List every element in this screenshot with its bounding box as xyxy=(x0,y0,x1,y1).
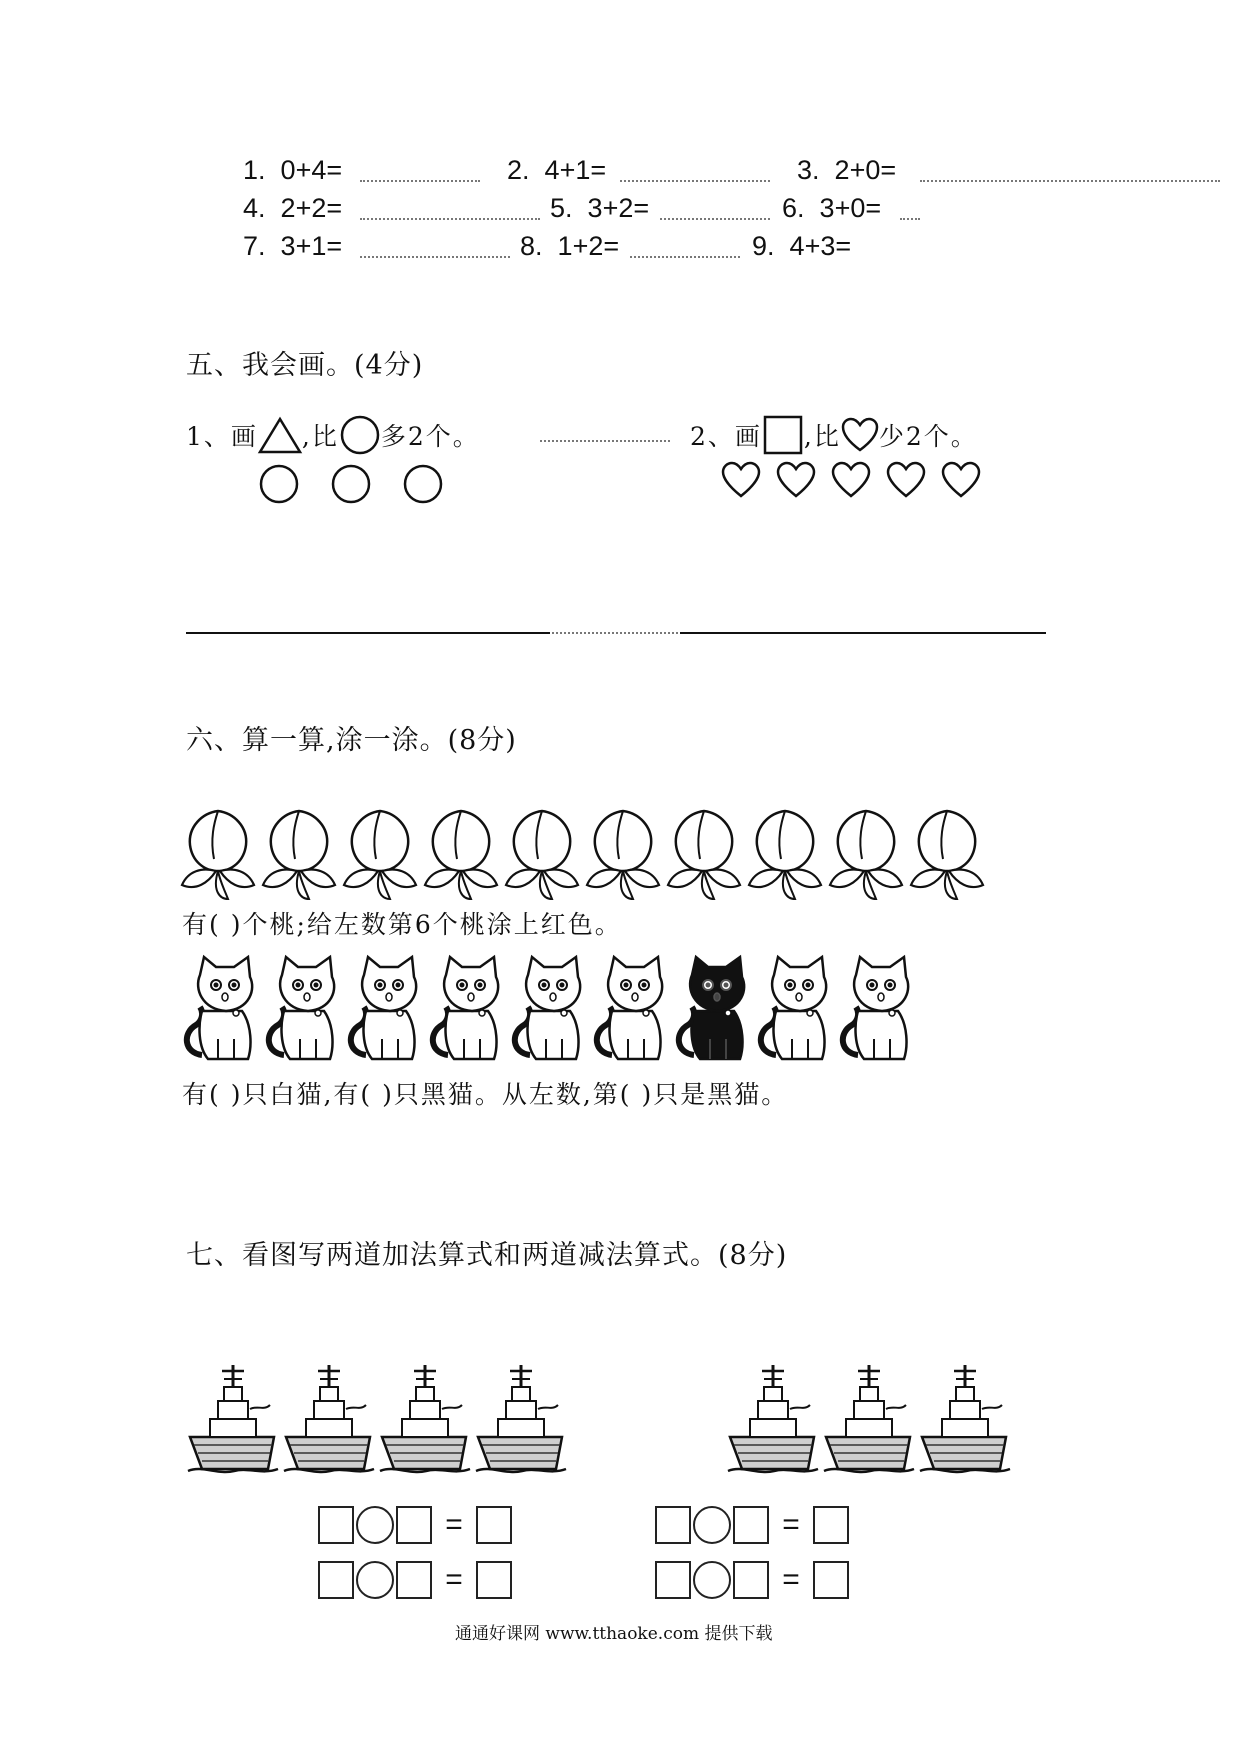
answer-dots[interactable] xyxy=(360,256,510,258)
problem-5: 5. 3+2= xyxy=(550,193,650,223)
warship-icon xyxy=(380,1365,470,1472)
equals-sign: = xyxy=(782,1508,800,1541)
answer-dots[interactable] xyxy=(660,218,770,220)
operator-circle[interactable] xyxy=(693,1506,731,1544)
peaches-row xyxy=(180,805,1000,905)
peach-icon xyxy=(668,811,740,899)
problem-3: 3. 2+0= xyxy=(797,155,897,185)
answer-box[interactable] xyxy=(813,1561,849,1599)
circle-icon xyxy=(339,414,381,456)
peach-icon xyxy=(911,811,983,899)
dot-leader xyxy=(552,632,682,634)
warship-icon xyxy=(188,1365,278,1472)
answer-box[interactable] xyxy=(476,1506,512,1544)
problem-9: 9. 4+3= xyxy=(752,231,852,261)
equation-row xyxy=(655,1506,849,1544)
black-cat-icon xyxy=(679,957,744,1059)
ships-row xyxy=(188,1365,1038,1480)
drawing-answer-line-1[interactable] xyxy=(186,628,550,634)
white-cat-icon xyxy=(269,957,334,1059)
answer-box[interactable] xyxy=(655,1506,691,1544)
operator-circle[interactable] xyxy=(356,1506,394,1544)
circle-icon xyxy=(405,466,441,502)
white-cat-icon xyxy=(515,957,580,1059)
heart-icon xyxy=(943,463,979,496)
peach-icon xyxy=(506,811,578,899)
drawing-answer-line-2[interactable] xyxy=(680,628,1046,634)
heart-icon xyxy=(778,463,814,496)
answer-box[interactable] xyxy=(733,1506,769,1544)
q1-mid: ,比 xyxy=(301,422,339,451)
answer-dots[interactable] xyxy=(920,180,1220,182)
circles-row xyxy=(255,462,455,508)
answer-box[interactable] xyxy=(318,1506,354,1544)
white-cat-icon xyxy=(597,957,662,1059)
answer-box[interactable] xyxy=(396,1561,432,1599)
warship-icon xyxy=(728,1365,818,1472)
equation-row xyxy=(318,1506,512,1544)
problem-8: 8. 1+2= xyxy=(520,231,620,261)
peach-question: 有( )个桃;给左数第6个桃涂上红色。 xyxy=(182,910,622,939)
answer-box[interactable] xyxy=(476,1561,512,1599)
circle-icon xyxy=(333,466,369,502)
white-cat-icon xyxy=(433,957,498,1059)
answer-dots[interactable] xyxy=(630,256,740,258)
problem-6: 6. 3+0= xyxy=(782,193,882,223)
peach-icon xyxy=(830,811,902,899)
peach-icon xyxy=(425,811,497,899)
problem-2: 2. 4+1= xyxy=(507,155,607,185)
q1-suffix: 多2个。 xyxy=(380,422,480,451)
section-6-title: 六、算一算,涂一涂。(8分) xyxy=(186,725,517,756)
answer-box[interactable] xyxy=(813,1506,849,1544)
problem-4: 4. 2+2= xyxy=(243,193,343,223)
triangle-icon xyxy=(258,416,302,454)
circle-icon xyxy=(261,466,297,502)
operator-circle[interactable] xyxy=(356,1561,394,1599)
peach-icon xyxy=(587,811,659,899)
cat-question: 有( )只白猫,有( )只黑猫。从左数,第( )只是黑猫。 xyxy=(182,1080,789,1109)
white-cat-icon xyxy=(351,957,416,1059)
answer-dots[interactable] xyxy=(360,180,480,182)
answer-box[interactable] xyxy=(396,1506,432,1544)
white-cat-icon xyxy=(843,957,908,1059)
q2-suffix: 少2个。 xyxy=(878,422,978,451)
white-cat-icon xyxy=(187,957,252,1059)
equation-row xyxy=(655,1561,849,1599)
white-cat-icon xyxy=(761,957,826,1059)
answer-dots[interactable] xyxy=(900,218,920,220)
section-7-title: 七、看图写两道加法算式和两道减法算式。(8分) xyxy=(186,1240,788,1271)
square-icon xyxy=(762,414,804,456)
peach-icon xyxy=(263,811,335,899)
hearts-row xyxy=(720,460,990,502)
peach-icon xyxy=(749,811,821,899)
equals-sign: = xyxy=(445,1563,463,1596)
equation-row xyxy=(318,1561,512,1599)
warship-icon xyxy=(920,1365,1010,1472)
section-5-q1 xyxy=(186,414,480,456)
section-5-q2 xyxy=(690,414,978,456)
answer-box[interactable] xyxy=(655,1561,691,1599)
q2-prefix: 2、画 xyxy=(690,422,762,451)
answer-box[interactable] xyxy=(318,1561,354,1599)
peach-icon xyxy=(182,811,254,899)
warship-icon xyxy=(284,1365,374,1472)
warship-icon xyxy=(476,1365,566,1472)
dot-leader xyxy=(540,440,670,442)
q1-prefix: 1、画 xyxy=(186,422,258,451)
peach-icon xyxy=(344,811,416,899)
answer-dots[interactable] xyxy=(360,218,540,220)
answer-box[interactable] xyxy=(733,1561,769,1599)
section-5-title: 五、我会画。(4分) xyxy=(186,350,424,381)
heart-icon xyxy=(723,463,759,496)
heart-icon xyxy=(888,463,924,496)
operator-circle[interactable] xyxy=(693,1561,731,1599)
warship-icon xyxy=(824,1365,914,1472)
q2-mid: ,比 xyxy=(803,422,841,451)
heart-icon xyxy=(833,463,869,496)
equals-sign: = xyxy=(782,1563,800,1596)
cats-row xyxy=(180,955,960,1065)
heart-icon xyxy=(841,417,879,453)
problem-7: 7. 3+1= xyxy=(243,231,343,261)
footer-credit: 通通好课网 www.tthaoke.com 提供下载 xyxy=(455,1624,773,1644)
answer-dots[interactable] xyxy=(620,180,770,182)
problem-1: 1. 0+4= xyxy=(243,155,343,185)
equals-sign: = xyxy=(445,1508,463,1541)
